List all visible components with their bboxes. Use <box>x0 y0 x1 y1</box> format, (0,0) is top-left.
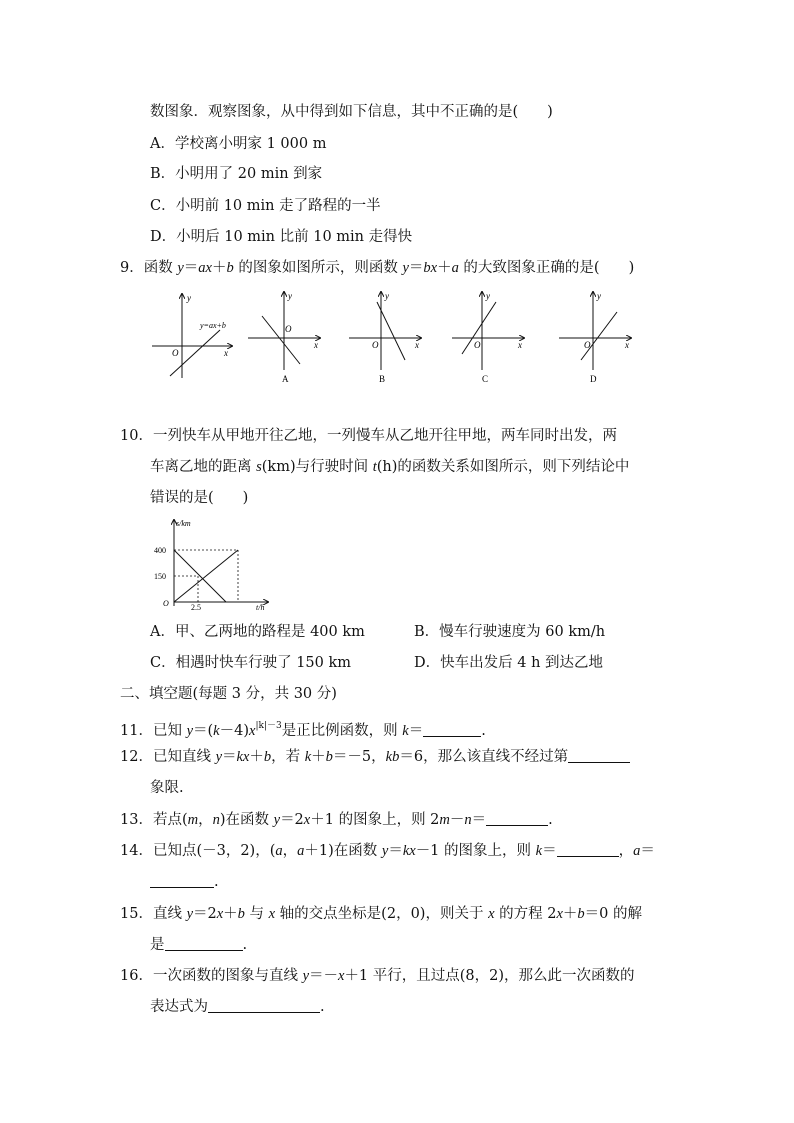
q16-line-1: 16．一次函数的图象与直线 y＝－x＋1 平行，且过点(8，2)，那么此一次函数的 <box>120 968 635 984</box>
y-tick-400: 400 <box>154 546 166 555</box>
q8-stem-tail: 数图象．观察图象，从中得到如下信息，其中不正确的是( ) <box>150 104 553 120</box>
answer-blank[interactable] <box>150 873 214 888</box>
q9-graph-a <box>244 288 328 388</box>
y-tick-150: 150 <box>154 572 166 581</box>
q10-stem-line-3: 错误的是( ) <box>150 490 249 506</box>
answer-blank[interactable] <box>165 936 243 951</box>
y-axis-label: y <box>288 291 292 301</box>
x-axis-label: x <box>625 340 629 350</box>
origin-label: O <box>474 340 481 350</box>
q9-graph-b <box>345 288 429 388</box>
x-tick-2-5: 2.5 <box>191 603 201 612</box>
q13: 13．若点(m，n)在函数 y＝2x＋1 的图象上，则 2m－n＝ . <box>120 812 553 828</box>
fast-train-line <box>174 550 226 602</box>
q10-stem-line-1: 10．一列快车从甲地开往乙地，一列慢车从乙地开往甲地，两车同时出发，两 <box>120 428 617 444</box>
q10-option-a: A．甲、乙两地的路程是 400 km <box>150 624 365 640</box>
y-axis-label: y <box>385 291 389 301</box>
q14-line-1: 14．已知点(－3，2)，(a，a＋1)在函数 y＝kx－1 的图象上，则 k＝ ，a＝ <box>120 843 655 859</box>
origin-label: O <box>372 340 379 350</box>
line-label: y=ax+b <box>200 321 226 330</box>
answer-blank[interactable] <box>486 811 548 826</box>
origin-label: O <box>285 324 292 334</box>
q10-graph <box>150 514 278 612</box>
q9-stem: 9．函数 y＝ax＋b 的图象如图所示，则函数 y＝bx＋a 的大致图象正确的是( ) <box>120 260 635 276</box>
q14-line-2: . <box>150 872 219 892</box>
x-axis-label: x <box>224 348 228 358</box>
q11: 11．已知 $y=(k-4)x^{|k|-3}$是正比例函数，则 k＝ . <box>120 721 486 739</box>
option-label: B <box>379 374 386 384</box>
function-line <box>581 312 617 360</box>
y-axis-label: y <box>486 291 490 301</box>
q12-line-1: 12．已知直线 y＝kx＋b，若 k＋b＝－5，kb＝6，那么该直线不经过第 <box>120 747 630 767</box>
option-label: C <box>482 374 489 384</box>
function-line <box>262 316 300 364</box>
q10-option-c: C．相遇时快车行驶了 150 km <box>150 655 352 671</box>
y-axis-label: s/km <box>176 519 191 528</box>
y-axis-label: y <box>597 291 601 301</box>
x-axis-label: x <box>518 340 522 350</box>
q10-stem-line-2: 车离乙地的距离 s(km)与行驶时间 t(h)的函数关系如图所示，则下列结论中 <box>150 459 630 475</box>
origin-label: O <box>584 340 591 350</box>
answer-blank[interactable] <box>568 748 630 763</box>
q9-graph-c <box>448 288 532 388</box>
q12-line-2: 象限. <box>150 780 184 796</box>
q8-option-a: A．学校离小明家 1 000 m <box>150 136 327 152</box>
section-title: 二、填空题(每题 3 分，共 30 分) <box>120 686 337 702</box>
x-axis-label: x <box>415 340 419 350</box>
q8-option-c: C．小明前 10 min 走了路程的一半 <box>150 198 381 214</box>
q9-graph-d <box>555 288 639 388</box>
origin-label: O <box>172 348 179 358</box>
x-axis-label: x <box>314 340 318 350</box>
answer-blank[interactable] <box>208 998 320 1013</box>
q8-option-b: B．小明用了 20 min 到家 <box>150 166 323 182</box>
option-label: D <box>590 374 597 384</box>
q9-main-graph <box>148 288 238 380</box>
q15-line-2: 是 . <box>150 937 248 953</box>
answer-blank[interactable] <box>423 722 481 737</box>
q16-line-2: 表达式为 . <box>150 999 325 1015</box>
origin-label: O <box>163 599 169 608</box>
q15-line-1: 15．直线 y＝2x＋b 与 x 轴的交点坐标是(2，0)，则关于 x 的方程 2x＋b＝0 的解 <box>120 906 642 922</box>
q10-option-d: D．快车出发后 4 h 到达乙地 <box>414 655 604 671</box>
q10-option-b: B．慢车行驶速度为 60 km/h <box>414 624 606 640</box>
x-axis-label: t/h <box>256 603 265 612</box>
option-label: A <box>282 374 289 384</box>
y-axis-label: y <box>187 293 191 303</box>
answer-blank[interactable] <box>557 842 619 857</box>
q8-option-d: D．小明后 10 min 比前 10 min 走得快 <box>150 229 413 245</box>
